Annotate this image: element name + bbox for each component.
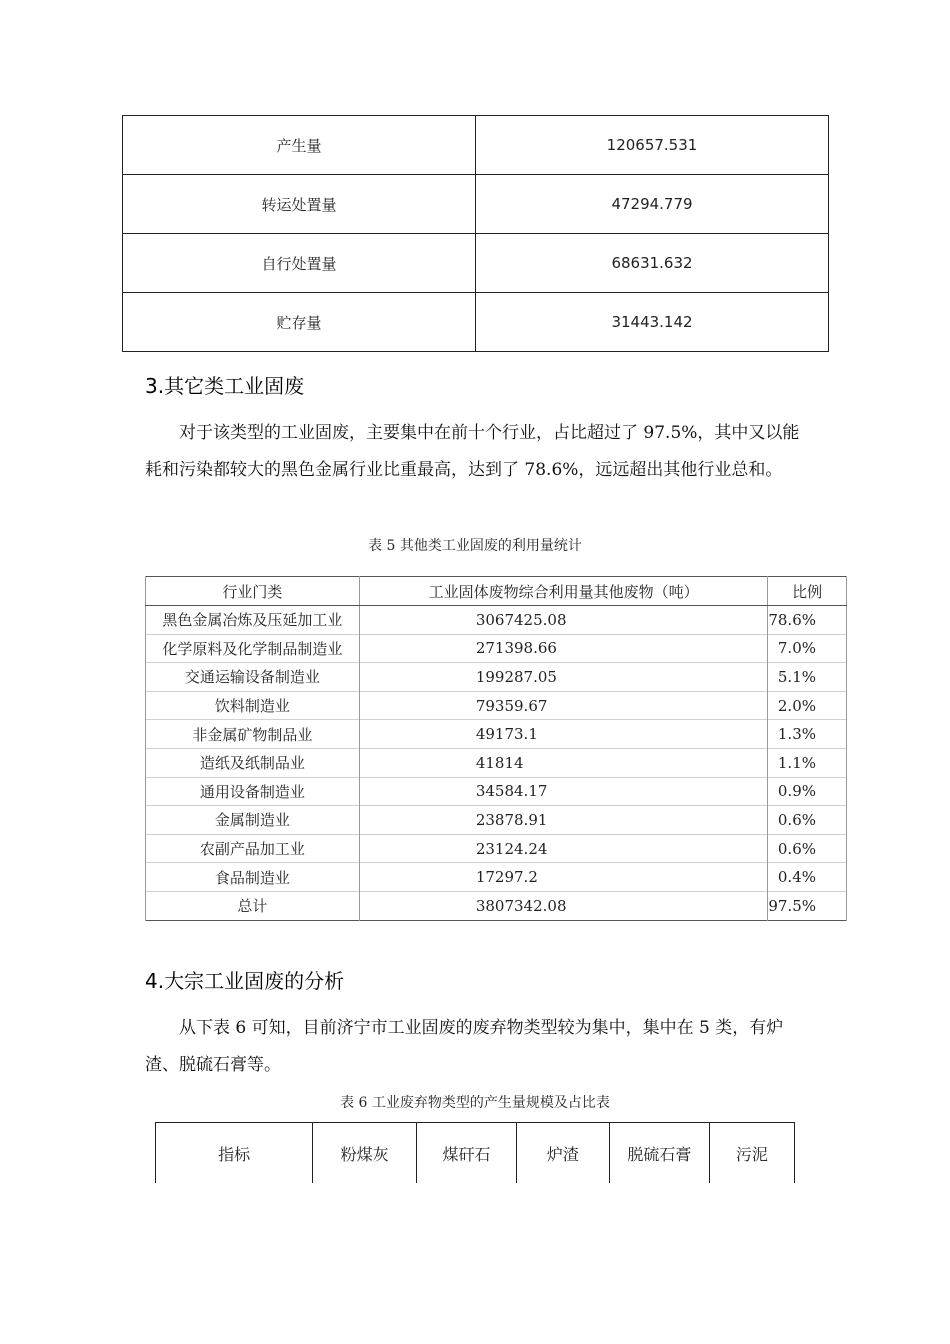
table-5-cell-ratio: 2.0% — [768, 691, 847, 720]
table-5-cell-ratio: 0.6% — [768, 834, 847, 863]
table-6-header-cell: 脱硫石膏 — [609, 1123, 709, 1184]
table-5-cell-amount: 199287.05 — [359, 663, 768, 692]
summary-label: 产生量 — [123, 116, 476, 175]
table-5-cell-industry: 交通运输设备制造业 — [146, 663, 360, 692]
table-5-cell-amount: 34584.17 — [359, 777, 768, 806]
table-5-total-row — [146, 891, 847, 920]
table-5-cell-industry: 金属制造业 — [146, 806, 360, 835]
table-5-row — [146, 806, 847, 835]
table-5-total-cell: 3807342.08 — [359, 891, 768, 920]
section-4-paragraph: 从下表 6 可知，目前济宁市工业固废的废弃物类型较为集中，集中在 5 类，有炉渣、脱硫石膏等。 — [145, 1018, 784, 1075]
table-5-row — [146, 634, 847, 663]
table-5-row — [146, 720, 847, 749]
table-5-row — [146, 834, 847, 863]
table-5-cell-ratio: 5.1% — [768, 663, 847, 692]
summary-value: 120657.531 — [476, 116, 829, 175]
summary-label: 转运处置量 — [123, 175, 476, 234]
summary-label: 自行处置量 — [123, 234, 476, 293]
summary-value: 31443.142 — [476, 293, 829, 352]
table-5-cell-industry: 食品制造业 — [146, 863, 360, 892]
table-5-header-ratio: 比例 — [768, 577, 847, 606]
summary-label: 贮存量 — [123, 293, 476, 352]
section-3-paragraph: 对于该类型的工业固废，主要集中在前十个行业，占比超过了 97.5%，其中又以能耗和污染都较大的黑色金属行业比重最高，达到了 78.6%，远远超出其他行业总和。 — [145, 423, 800, 480]
summary-table-row — [123, 175, 829, 234]
summary-value: 47294.779 — [476, 175, 829, 234]
table-5-cell-ratio: 0.9% — [768, 777, 847, 806]
table-5-cell-amount: 79359.67 — [359, 691, 768, 720]
table-5-cell-industry: 非金属矿物制品业 — [146, 720, 360, 749]
table-6-header-cell: 煤矸石 — [417, 1123, 517, 1184]
table-5-cell-ratio: 1.3% — [768, 720, 847, 749]
table-6-header-row — [156, 1123, 795, 1184]
table-5-cell-ratio: 0.4% — [768, 863, 847, 892]
summary-table-row — [123, 116, 829, 175]
table-5-row — [146, 663, 847, 692]
table-5-total-cell: 总计 — [146, 891, 360, 920]
table-5-cell-amount: 23878.91 — [359, 806, 768, 835]
table-5-cell-industry: 饮料制造业 — [146, 691, 360, 720]
table-5-header-row — [146, 577, 847, 606]
table-5-row — [146, 748, 847, 777]
table-5-body — [146, 606, 847, 921]
table-5-header-industry: 行业门类 — [146, 577, 360, 606]
table-5-cell-amount: 41814 — [359, 748, 768, 777]
table-5 — [145, 576, 847, 921]
table-5-cell-ratio: 78.6% — [768, 606, 847, 635]
table-5-cell-ratio: 0.6% — [768, 806, 847, 835]
section-4-heading: 4.大宗工业固废的分析 — [145, 969, 345, 993]
table-5-cell-ratio: 7.0% — [768, 634, 847, 663]
summary-table-body — [123, 116, 829, 352]
table-5-cell-industry: 黑色金属冶炼及压延加工业 — [146, 606, 360, 635]
summary-table — [122, 115, 829, 352]
table-5-total-cell: 97.5% — [768, 891, 847, 920]
table-6-header-cell: 污泥 — [709, 1123, 794, 1184]
table-5-cell-ratio: 1.1% — [768, 748, 847, 777]
table-5-cell-industry: 造纸及纸制品业 — [146, 748, 360, 777]
table-6 — [155, 1122, 795, 1183]
summary-table-row — [123, 234, 829, 293]
summary-value: 68631.632 — [476, 234, 829, 293]
table-5-cell-amount: 49173.1 — [359, 720, 768, 749]
table-6-caption: 表 6 工业废弃物类型的产生量规模及占比表 — [340, 1095, 610, 1111]
summary-table-row — [123, 293, 829, 352]
table-5-cell-amount: 271398.66 — [359, 634, 768, 663]
table-5-header-amount: 工业固体废物综合利用量其他废物（吨） — [359, 577, 768, 606]
table-5-row — [146, 691, 847, 720]
table-5-row — [146, 777, 847, 806]
table-5-cell-industry: 通用设备制造业 — [146, 777, 360, 806]
table-5-cell-amount: 3067425.08 — [359, 606, 768, 635]
table-5-caption: 表 5 其他类工业固废的利用量统计 — [368, 538, 582, 554]
table-5-row — [146, 606, 847, 635]
section-3-heading: 3.其它类工业固废 — [145, 374, 305, 398]
table-5-cell-amount: 23124.24 — [359, 834, 768, 863]
table-6-header-cell: 指标 — [156, 1123, 313, 1184]
table-5-cell-industry: 农副产品加工业 — [146, 834, 360, 863]
table-5-cell-amount: 17297.2 — [359, 863, 768, 892]
table-6-header-cell: 粉煤灰 — [313, 1123, 417, 1184]
table-5-cell-industry: 化学原料及化学制品制造业 — [146, 634, 360, 663]
table-5-row — [146, 863, 847, 892]
table-6-header-cell: 炉渣 — [516, 1123, 609, 1184]
